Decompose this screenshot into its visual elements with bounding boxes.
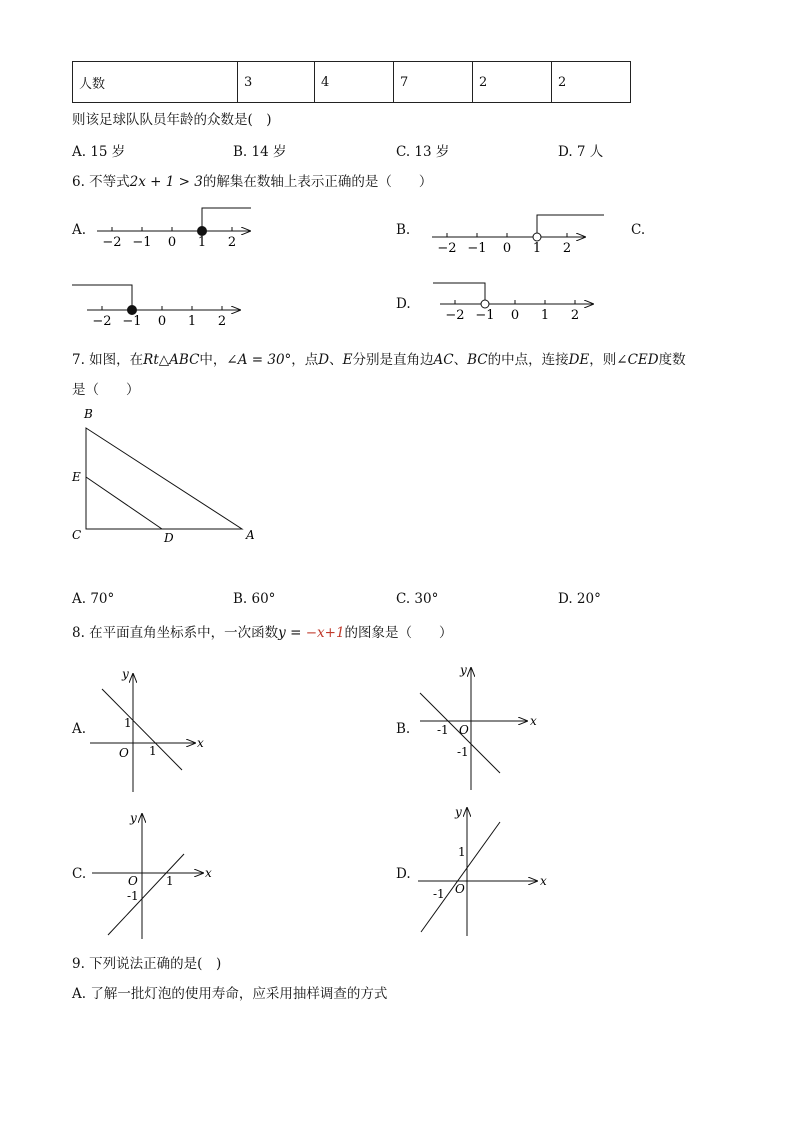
origin-label: O	[119, 746, 129, 760]
q7-text: 的中点，连接	[487, 352, 569, 368]
q8-formula-rhs: −x+1	[305, 625, 345, 641]
q5-stem: 则该足球队队员年龄的众数是( )	[72, 112, 272, 128]
point-label-e: E	[72, 470, 81, 484]
axis-label-y: y	[460, 663, 467, 677]
q6-numberline-b	[432, 215, 604, 256]
q7-seg-bc: BC	[467, 352, 488, 368]
point-label-c: C	[72, 528, 82, 542]
open-dot	[533, 233, 541, 241]
intercept-label: 1	[458, 845, 466, 859]
q6-label-d[interactable]: D.	[396, 296, 411, 312]
q8-label-a[interactable]: A.	[72, 721, 87, 737]
q6-number-lines	[0, 0, 794, 340]
tick-label: −1	[467, 241, 487, 256]
q6-label-c[interactable]: C.	[631, 222, 646, 238]
q7-triangle-figure	[60, 400, 280, 550]
intercept-label: 1	[149, 744, 157, 758]
q6-numberline-c	[72, 285, 240, 329]
intercept-label: 1	[124, 716, 132, 730]
tick-label: 1	[532, 241, 542, 256]
tick-label: 0	[167, 235, 177, 250]
q7-point-d: D	[318, 352, 330, 368]
q7-text: 7. 如图，在	[72, 352, 144, 368]
q8-graph-b	[420, 663, 537, 790]
q7-seg-ac: AC	[433, 352, 454, 368]
intercept-label: 1	[166, 874, 174, 888]
q8-graph-c	[92, 811, 212, 939]
q5-option-c[interactable]: C. 13 岁	[396, 144, 450, 160]
table-cell: 2	[473, 62, 552, 103]
tick-label: 0	[510, 308, 520, 323]
q8-label-b[interactable]: B.	[396, 721, 411, 737]
q5-option-b[interactable]: B. 14 岁	[233, 144, 287, 160]
q7-angle-a: ∠A = 30°	[226, 352, 292, 368]
q7-stem-line2: 是（ ）	[72, 382, 140, 398]
tick-label: −2	[445, 308, 465, 323]
q7-angle-ced: ∠CED	[616, 352, 659, 368]
function-line	[108, 854, 184, 935]
intercept-label: -1	[457, 745, 469, 759]
function-line	[421, 822, 500, 932]
q7-text: 度数	[658, 352, 686, 368]
q7-option-c[interactable]: C. 30°	[396, 591, 439, 607]
intercept-label: -1	[127, 889, 139, 903]
origin-label: O	[128, 874, 138, 888]
table-cell: 3	[238, 62, 315, 103]
closed-dot	[198, 227, 207, 236]
tick-label: 0	[502, 241, 512, 256]
table-cell: 4	[315, 62, 394, 103]
q6-formula: 2x + 1 > 3	[129, 174, 203, 190]
point-label-d: D	[164, 531, 174, 545]
tick-label: 2	[217, 314, 227, 329]
axis-label-x: x	[540, 874, 547, 888]
tick-label: 2	[570, 308, 580, 323]
table-cell: 7	[394, 62, 473, 103]
table-cell: 人数	[73, 62, 238, 103]
tick-label: 1	[187, 314, 197, 329]
function-line	[102, 689, 182, 770]
q8-graph-a	[90, 667, 204, 792]
q8-suffix: 的图象是（ ）	[344, 625, 453, 641]
point-label-b: B	[84, 407, 93, 421]
tick-label: −1	[122, 314, 142, 329]
q7-option-b[interactable]: B. 60°	[233, 591, 276, 607]
q7-text: 中，	[199, 352, 227, 368]
q6-label-a[interactable]: A.	[72, 222, 87, 238]
q5-option-d[interactable]: D. 7 人	[558, 144, 604, 160]
intercept-label: -1	[437, 723, 449, 737]
tick-label: −2	[102, 235, 122, 250]
q7-text: ，则	[589, 352, 617, 368]
origin-label: O	[459, 723, 469, 737]
q7-text: 、	[329, 352, 343, 368]
q8-prefix: 8. 在平面直角坐标系中，一次函数	[72, 625, 279, 641]
q7-text: 、	[453, 352, 468, 368]
tick-label: −2	[437, 241, 457, 256]
q7-rt: Rt	[143, 352, 159, 368]
open-dot	[481, 300, 489, 308]
q6-suffix: 的解集在数轴上表示正确的是（ ）	[202, 174, 433, 190]
axis-label-y: y	[455, 805, 462, 819]
tick-label: 2	[562, 241, 572, 256]
origin-label: O	[455, 882, 465, 896]
q7-triangle: △ABC	[158, 352, 200, 368]
segment-de	[86, 477, 162, 529]
tick-label: 1	[197, 235, 207, 250]
q7-option-a[interactable]: A. 70°	[72, 591, 115, 607]
axis-label-x: x	[197, 736, 204, 750]
intercept-label: -1	[433, 887, 445, 901]
q8-stem	[72, 624, 453, 642]
point-label-a: A	[246, 528, 255, 542]
tick-label: 2	[227, 235, 237, 250]
triangle-abc	[86, 428, 242, 529]
tick-label: −2	[92, 314, 112, 329]
q6-prefix: 6. 不等式	[72, 174, 130, 190]
tick-label: −1	[475, 308, 495, 323]
axis-label-y: y	[122, 667, 129, 681]
table-cell: 2	[552, 62, 631, 103]
q9-option-a[interactable]: A. 了解一批灯泡的使用寿命，应采用抽样调查的方式	[72, 986, 388, 1002]
closed-dot	[128, 306, 137, 315]
q8-formula-y: y	[278, 625, 286, 641]
tick-label: −1	[132, 235, 152, 250]
axis-label-x: x	[205, 866, 212, 880]
q8-label-d[interactable]: D.	[396, 866, 411, 882]
q8-graph-d	[418, 805, 547, 936]
q6-numberline-a	[97, 208, 251, 250]
q7-text: ，点	[291, 352, 319, 368]
q7-point-e: E	[342, 352, 353, 368]
axis-label-x: x	[530, 714, 537, 728]
tick-label: 0	[157, 314, 167, 329]
origin-label: y	[130, 811, 137, 825]
q8-graphs	[0, 650, 794, 950]
q6-label-b[interactable]: B.	[396, 222, 411, 238]
q7-seg-de: DE	[568, 352, 590, 368]
tick-label: 1	[540, 308, 550, 323]
q7-option-d[interactable]: D. 20°	[558, 591, 601, 607]
q7-text: 分别是直角边	[352, 352, 434, 368]
q9-stem: 9. 下列说法正确的是( )	[72, 956, 222, 972]
q8-formula-eq: =	[285, 625, 306, 641]
q7-stem-line1	[72, 351, 686, 369]
q6-numberline-d	[433, 283, 593, 323]
q5-option-a[interactable]: A. 15 岁	[72, 144, 126, 160]
q8-label-c[interactable]: C.	[72, 866, 87, 882]
